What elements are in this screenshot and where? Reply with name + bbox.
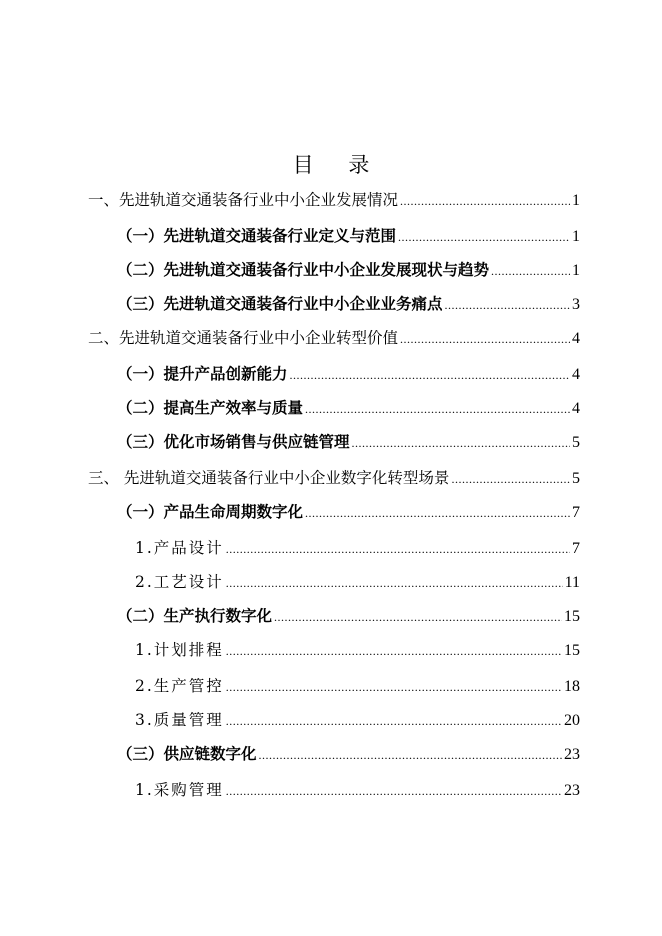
toc-entry-label: 二、先进轨道交通装备行业中小企业转型价值 <box>88 329 399 347</box>
toc-entry-page: 15 <box>564 608 580 625</box>
toc-entry-page: 23 <box>564 746 580 763</box>
toc-entry-page: 7 <box>572 504 580 521</box>
toc-entry-page: 5 <box>572 434 580 451</box>
dot-leader <box>290 363 570 387</box>
toc-entry-section-1-1[interactable] <box>117 224 580 248</box>
toc-entry-section-3-1-2[interactable] <box>135 570 580 594</box>
toc-entry-section-1-2[interactable] <box>117 258 580 282</box>
toc-title: 目 录 <box>292 153 384 177</box>
toc-entry-section-3-1-1[interactable] <box>135 536 580 560</box>
toc-entry-label: （三）供应链数字化 <box>117 744 257 763</box>
toc-entry-page: 20 <box>564 712 580 729</box>
toc-entry-section-3[interactable] <box>88 466 580 490</box>
toc-entry-page: 4 <box>572 366 580 383</box>
toc-entry-page: 1 <box>572 228 580 245</box>
dot-leader <box>226 675 562 699</box>
toc-entry-label: （三）先进轨道交通装备行业中小企业业务痛点 <box>117 294 443 313</box>
toc-entry-section-1[interactable] <box>88 188 580 212</box>
toc-entry-label: 2.工艺设计 <box>135 573 224 591</box>
toc-entry-page: 18 <box>564 678 580 695</box>
dot-leader <box>400 327 570 351</box>
toc-entry-section-1-3[interactable] <box>117 292 580 316</box>
dot-leader <box>226 639 562 663</box>
dot-leader <box>259 743 562 767</box>
toc-entry-label: （一）先进轨道交通装备行业定义与范围 <box>117 226 397 245</box>
toc-entry-page: 4 <box>572 330 580 347</box>
dot-leader <box>491 259 570 283</box>
toc-entry-page: 4 <box>572 400 580 417</box>
toc-entry-section-2-2[interactable] <box>117 396 580 420</box>
toc-entry-page: 23 <box>564 782 580 799</box>
toc-entry-label: 2.生产管控 <box>135 677 224 695</box>
dot-leader <box>274 605 562 629</box>
toc-entry-label: 1.计划排程 <box>135 641 224 659</box>
toc-entry-section-3-3[interactable] <box>117 742 580 766</box>
toc-entry-label: （二）提高生产效率与质量 <box>117 398 304 417</box>
dot-leader <box>305 397 570 421</box>
toc-entry-label: 3.质量管理 <box>135 711 224 729</box>
toc-entry-section-2[interactable] <box>88 326 580 350</box>
dot-leader <box>400 189 570 213</box>
toc-entry-section-2-1[interactable] <box>117 362 580 386</box>
dot-leader <box>398 225 570 249</box>
toc-entry-page: 5 <box>572 470 580 487</box>
toc-entry-section-3-2-1[interactable] <box>135 638 580 662</box>
toc-entry-section-2-3[interactable] <box>117 430 580 454</box>
dot-leader <box>445 293 570 317</box>
toc-entry-label: 一、先进轨道交通装备行业中小企业发展情况 <box>88 191 399 209</box>
dot-leader <box>226 571 563 595</box>
toc-entry-label: 1.产品设计 <box>135 539 224 557</box>
toc-entry-label: 1.采购管理 <box>135 781 224 799</box>
toc-entry-page: 7 <box>572 540 580 557</box>
toc-entry-page: 15 <box>564 642 580 659</box>
toc-entry-page: 3 <box>572 296 580 313</box>
dot-leader <box>226 537 570 561</box>
toc-entry-page: 11 <box>564 574 580 591</box>
toc-entry-label: （一）产品生命周期数字化 <box>117 502 304 521</box>
toc-entry-page: 1 <box>572 192 580 209</box>
toc-entry-label: （二）先进轨道交通装备行业中小企业发展现状与趋势 <box>117 260 490 279</box>
toc-entry-page: 1 <box>572 262 580 279</box>
toc-entry-label: （一）提升产品创新能力 <box>117 364 288 383</box>
toc-entry-section-3-2[interactable] <box>117 604 580 628</box>
dot-leader <box>352 431 570 455</box>
toc-entry-section-3-3-1[interactable] <box>135 778 580 802</box>
toc-entry-label: （三）优化市场销售与供应链管理 <box>117 432 350 451</box>
toc-entry-label: 三、 先进轨道交通装备行业中小企业数字化转型场景 <box>88 469 450 487</box>
dot-leader <box>451 467 570 491</box>
toc-entry-section-3-2-2[interactable] <box>135 674 580 698</box>
dot-leader <box>226 709 562 733</box>
toc-entry-section-3-2-3[interactable] <box>135 708 580 732</box>
toc-entry-label: （二）生产执行数字化 <box>117 606 273 625</box>
dot-leader <box>305 501 570 525</box>
dot-leader <box>226 779 562 803</box>
toc-entry-section-3-1[interactable] <box>117 500 580 524</box>
